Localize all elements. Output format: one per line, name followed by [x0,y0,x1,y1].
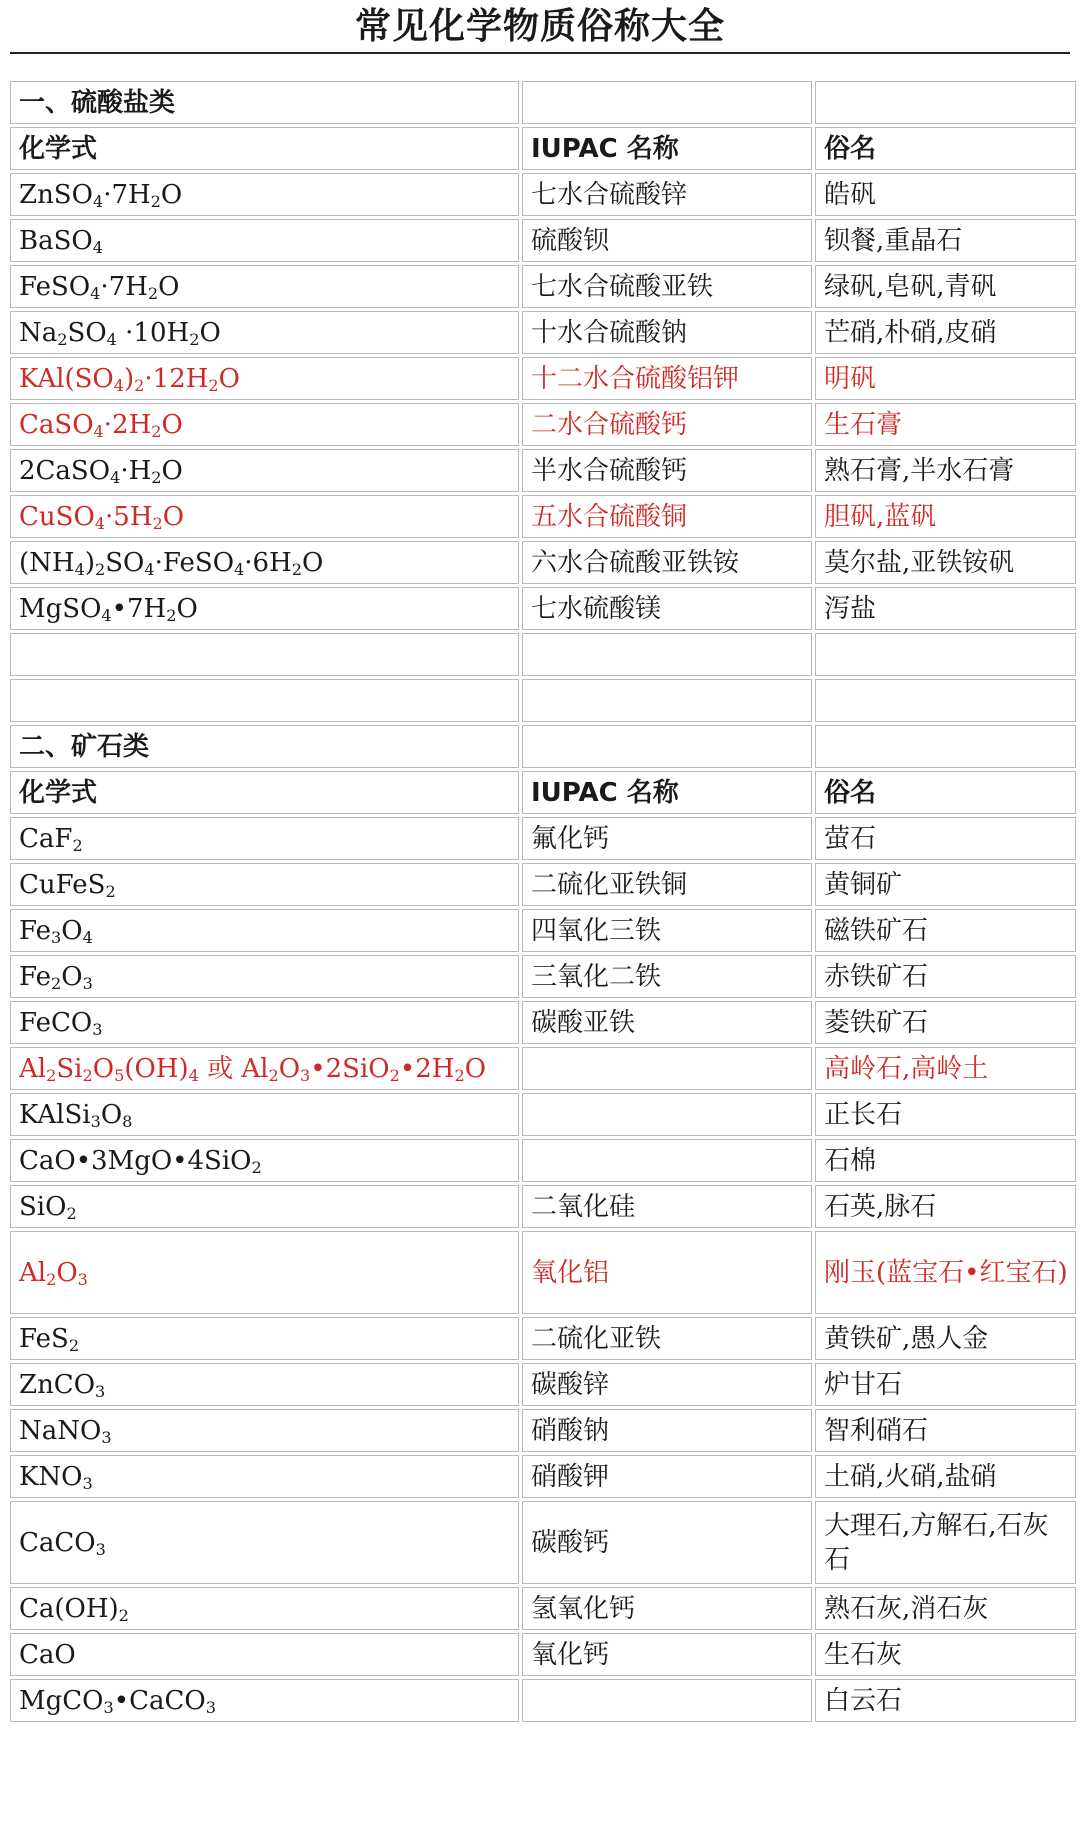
common-name-cell: 皓矾 [815,173,1076,216]
common-name-cell: 土硝,火硝,盐硝 [815,1455,1076,1498]
empty-cell [522,679,812,722]
empty-cell [815,725,1076,768]
iupac-name-cell: 碳酸亚铁 [522,1001,812,1044]
table-row [10,403,1076,446]
common-name-cell: 石棉 [815,1139,1076,1182]
iupac-name-cell: 硝酸钠 [522,1409,812,1452]
table-row [10,541,1076,584]
common-name-cell: 黄铁矿,愚人金 [815,1317,1076,1360]
iupac-name-cell: 氟化钙 [522,817,812,860]
section-heading: 二、矿石类 [10,725,519,768]
formula-cell: $Ca(OH)_2$ [10,1587,519,1630]
column-header-iupac: IUPAC 名称 [522,127,812,170]
column-header-iupac: IUPAC 名称 [522,771,812,814]
common-name-cell: 黄铜矿 [815,863,1076,906]
table-row [10,1047,1076,1090]
iupac-name-cell: 碳酸锌 [522,1363,812,1406]
iupac-name-cell: 四氧化三铁 [522,909,812,952]
common-name-cell: 白云石 [815,1679,1076,1722]
common-name-cell: 胆矾,蓝矾 [815,495,1076,538]
empty-cell [10,679,519,722]
formula-cell: CaO [10,1633,519,1676]
iupac-name-cell: 硫酸钡 [522,219,812,262]
table-row [10,1679,1076,1722]
common-name-cell: 熟石膏,半水石膏 [815,449,1076,492]
page-title: 常见化学物质俗称大全 [354,6,725,47]
common-name-cell: 智利硝石 [815,1409,1076,1452]
common-name-cell: 石英,脉石 [815,1185,1076,1228]
iupac-name-cell [522,1679,812,1722]
formula-cell: $KNO_3$ [10,1455,519,1498]
table-row [10,1409,1076,1452]
formula-cell: $KAlSi_3O_8$ [10,1093,519,1136]
common-name-cell: 磁铁矿石 [815,909,1076,952]
empty-cell [522,725,812,768]
section-heading: 一、硫酸盐类 [10,81,519,124]
table-row [10,1001,1076,1044]
table-row [10,909,1076,952]
formula-cell: $CuSO_4\cdot 5H_2O$ [10,495,519,538]
formula-cell: $ZnSO_4\cdot 7H_2O$ [10,173,519,216]
empty-cell [815,679,1076,722]
table-row [10,1501,1076,1584]
common-name-cell: 大理石,方解石,石灰石 [815,1501,1076,1584]
common-name-cell: 菱铁矿石 [815,1001,1076,1044]
iupac-name-cell: 十二水合硫酸铝钾 [522,357,812,400]
empty-cell [10,633,519,676]
table-row [10,127,1076,170]
formula-cell: $Al_2O_3$ [10,1231,519,1314]
formula-cell: CaF$_2$ [10,817,519,860]
table-row [10,173,1076,216]
common-name-cell: 生石膏 [815,403,1076,446]
table-row [10,1587,1076,1630]
iupac-name-cell: 十水合硫酸钠 [522,311,812,354]
formula-cell: NaNO$_3$ [10,1409,519,1452]
common-name-cell: 刚玉(蓝宝石•红宝石) [815,1231,1076,1314]
iupac-name-cell [522,1093,812,1136]
common-name-cell: 炉甘石 [815,1363,1076,1406]
table-row [10,725,1076,768]
table-row [10,817,1076,860]
table-body [10,81,1076,1722]
common-name-cell: 泻盐 [815,587,1076,630]
empty-cell [522,81,812,124]
column-header-formula: 化学式 [10,771,519,814]
common-name-cell: 明矾 [815,357,1076,400]
table-row [10,1363,1076,1406]
iupac-name-cell: 二水合硫酸钙 [522,403,812,446]
formula-cell: $KAl(SO_4)_2\cdot 12H_2O$ [10,357,519,400]
table-row [10,863,1076,906]
iupac-name-cell [522,1139,812,1182]
empty-cell [815,81,1076,124]
formula-cell: FeCO$_3$ [10,1001,519,1044]
table-row [10,1455,1076,1498]
iupac-name-cell: 二硫化亚铁铜 [522,863,812,906]
empty-cell [815,633,1076,676]
common-name-cell: 熟石灰,消石灰 [815,1587,1076,1630]
formula-cell: MgCO$_3$•CaCO$_3$ [10,1679,519,1722]
table-row [10,1139,1076,1182]
common-name-cell: 钡餐,重晶石 [815,219,1076,262]
table-row [10,587,1076,630]
formula-cell: $CaSO_4\cdot 2H_2O$ [10,403,519,446]
empty-cell [522,633,812,676]
iupac-name-cell [522,1047,812,1090]
common-name-cell: 绿矾,皂矾,青矾 [815,265,1076,308]
table-row [10,771,1076,814]
formula-cell: $FeSO_4\cdot 7H_2O$ [10,265,519,308]
iupac-name-cell: 六水合硫酸亚铁铵 [522,541,812,584]
formula-cell: $Al_2Si_2O_5(OH)_4$ 或 $Al_2O_3•2SiO_2•2H_2O$ [10,1047,519,1090]
table-row [10,1317,1076,1360]
table-row [10,1633,1076,1676]
iupac-name-cell: 硝酸钾 [522,1455,812,1498]
table-row [10,1185,1076,1228]
table-row [10,1231,1076,1314]
table-row [10,955,1076,998]
iupac-name-cell: 半水合硫酸钙 [522,449,812,492]
formula-cell: $2CaSO_4\cdot H_2O$ [10,449,519,492]
table-row [10,219,1076,262]
common-name-cell: 正长石 [815,1093,1076,1136]
formula-cell: $Fe_2O_3$ [10,955,519,998]
iupac-name-cell: 三氧化二铁 [522,955,812,998]
column-header-formula: 化学式 [10,127,519,170]
iupac-name-cell: 氧化铝 [522,1231,812,1314]
table-row [10,633,1076,676]
iupac-name-cell: 氢氧化钙 [522,1587,812,1630]
table-row [10,81,1076,124]
formula-cell: FeS$_2$ [10,1317,519,1360]
formula-cell: BaSO$_4$ [10,219,519,262]
iupac-name-cell: 氧化钙 [522,1633,812,1676]
common-name-cell: 芒硝,朴硝,皮硝 [815,311,1076,354]
formula-cell: SiO$_2$ [10,1185,519,1228]
table-row [10,1093,1076,1136]
iupac-name-cell: 七水合硫酸亚铁 [522,265,812,308]
iupac-name-cell: 五水合硫酸铜 [522,495,812,538]
formula-cell: $MgSO_4•7H_2O$ [10,587,519,630]
formula-cell: $Fe_3O_4$ [10,909,519,952]
iupac-name-cell: 二硫化亚铁 [522,1317,812,1360]
table-row [10,311,1076,354]
column-header-common-name: 俗名 [815,771,1076,814]
common-name-cell: 高岭石,高岭土 [815,1047,1076,1090]
iupac-name-cell: 七水硫酸镁 [522,587,812,630]
table-row [10,495,1076,538]
substances-table [7,78,1079,1725]
title-divider [10,52,1070,54]
iupac-name-cell: 碳酸钙 [522,1501,812,1584]
formula-cell: CaO•3MgO•4SiO$_2$ [10,1139,519,1182]
formula-cell: CuFeS$_2$ [10,863,519,906]
iupac-name-cell: 七水合硫酸锌 [522,173,812,216]
table-row [10,449,1076,492]
common-name-cell: 生石灰 [815,1633,1076,1676]
iupac-name-cell: 二氧化硅 [522,1185,812,1228]
common-name-cell: 萤石 [815,817,1076,860]
formula-cell: CaCO$_3$ [10,1501,519,1584]
common-name-cell: 赤铁矿石 [815,955,1076,998]
formula-cell: ZnCO$_3$ [10,1363,519,1406]
formula-cell: $Na_2SO_4 \cdot 10H_2O$ [10,311,519,354]
table-row [10,357,1076,400]
table-row [10,265,1076,308]
formula-cell: $(NH_4)_2SO_4\cdot FeSO_4\cdot 6H_2O$ [10,541,519,584]
table-row [10,679,1076,722]
column-header-common-name: 俗名 [815,127,1076,170]
common-name-cell: 莫尔盐,亚铁铵矾 [815,541,1076,584]
